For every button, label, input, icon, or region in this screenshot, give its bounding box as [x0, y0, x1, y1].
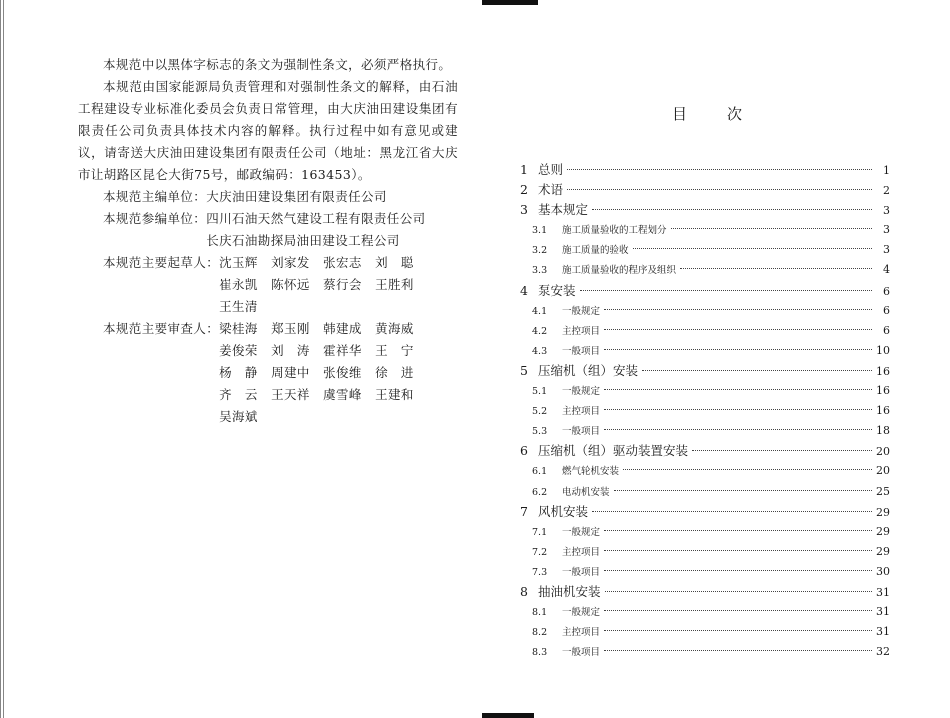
drafter-name: 王生清	[219, 299, 258, 314]
toc-leader-dots	[604, 329, 872, 330]
toc-entry-number: 8.1	[532, 607, 548, 619]
toc-entry	[520, 522, 890, 542]
reviewer-name: 韩建成	[323, 321, 362, 336]
toc-entry-page: 20	[876, 464, 890, 478]
drafter-name: 刘 聪	[375, 255, 414, 270]
toc-entry-page: 29	[876, 505, 890, 519]
top-binding-mark	[482, 0, 538, 5]
toc-entry-page: 31	[876, 625, 890, 639]
toc-entry-number: 4.3	[532, 345, 548, 357]
toc-leader-dots	[604, 530, 872, 531]
toc-entry-page: 3	[883, 243, 890, 257]
toc-entry-label: 施工质量验收的工程划分	[562, 225, 667, 237]
toc-entry-label: 术语	[538, 182, 564, 198]
toc-leader-dots	[604, 409, 872, 410]
chief-unit-value: 大庆油田建设集团有限责任公司	[206, 189, 387, 204]
toc-entry-page: 4	[883, 263, 890, 277]
toc-entry	[520, 461, 890, 481]
bottom-binding-mark	[482, 713, 534, 718]
toc-entry-number: 1	[520, 162, 528, 177]
toc-entry-number: 3.1	[532, 225, 548, 237]
toc-entry-page: 18	[876, 424, 890, 438]
toc-leader-dots	[604, 610, 872, 611]
toc-entry-page: 6	[883, 303, 890, 317]
drafter-name: 刘家发	[271, 255, 310, 270]
drafter-name: 崔永凯	[219, 277, 258, 292]
toc-leader-dots	[692, 450, 872, 451]
toc-entry-page: 16	[876, 384, 890, 398]
toc-entry-label: 抽油机安装	[538, 583, 601, 599]
toc-entry-label: 一般项目	[562, 647, 601, 659]
toc-entry-number: 6.1	[532, 466, 548, 478]
reviewer-name: 刘 涛	[271, 343, 310, 358]
toc-entry	[520, 642, 890, 662]
toc-entry-label: 施工质量验收的程序及组织	[562, 265, 677, 277]
toc-entry-number: 3.3	[532, 265, 548, 277]
participating-units-label: 本规范参编单位：	[103, 211, 207, 226]
toc-entry	[520, 200, 890, 220]
reviewer-name: 姜俊荣	[219, 343, 258, 358]
toc-leader-dots	[671, 228, 872, 229]
toc-leader-dots	[592, 209, 872, 210]
toc-entry	[520, 401, 890, 421]
toc-leader-dots	[604, 429, 872, 430]
reviewer-name: 梁桂海	[219, 321, 258, 336]
toc-entry-label: 泵安装	[538, 282, 576, 298]
toc-entry	[520, 602, 890, 622]
toc-entry-page: 2	[883, 184, 890, 198]
toc-entry-label: 压缩机（组）驱动装置安装	[538, 443, 689, 459]
toc-entry	[520, 421, 890, 441]
toc-entry	[520, 281, 890, 301]
reviewer-name: 徐 进	[375, 365, 414, 380]
toc-entry-label: 压缩机（组）安装	[538, 362, 639, 378]
toc-entry-label: 一般项目	[562, 345, 601, 357]
toc-leader-dots	[592, 511, 872, 512]
toc-entry-number: 7.3	[532, 566, 548, 578]
reviewer-name: 霍祥华	[323, 343, 362, 358]
toc-entry-number: 6	[520, 443, 528, 459]
toc-leader-dots	[580, 290, 872, 291]
toc-entry-number: 2	[520, 182, 528, 198]
toc-entry-page: 16	[876, 364, 890, 378]
drafters-names	[219, 252, 427, 318]
drafter-name: 陈怀远	[271, 277, 310, 292]
reviewer-names-line	[219, 362, 427, 384]
toc-entry-page: 31	[876, 605, 890, 619]
toc-entry-number: 4.1	[532, 305, 548, 317]
toc-leader-dots	[604, 550, 872, 551]
paragraph-management: 本规范由国家能源局负责管理和对强制性条文的解释，由石油工程建设专业标准化委员会负责日常管理，由大庆油田建设集团有限责任公司负责具体技术内容的解释。执行过程中如有意见或建议，请寄送大庆油田建设集团有限责任公司（地址：黑龙江省大庆市让胡路区昆仑大街75号，邮政编码：163453）。	[78, 79, 458, 182]
toc-entry	[520, 240, 890, 260]
drafters-row	[78, 252, 458, 318]
reviewer-name: 周建中	[271, 365, 310, 380]
reviewer-name: 齐 云	[219, 387, 258, 402]
left-page	[78, 54, 458, 428]
participating-units-list	[206, 208, 425, 252]
toc-entry-page: 29	[876, 544, 890, 558]
toc-entry-label: 风机安装	[538, 503, 589, 519]
toc-leader-dots	[604, 389, 872, 390]
toc-leader-dots	[614, 490, 872, 491]
table-of-contents	[520, 160, 890, 662]
toc-leader-dots	[680, 268, 872, 269]
drafter-names-line	[219, 274, 427, 296]
reviewer-name: 黄海威	[375, 321, 414, 336]
toc-entry	[520, 582, 890, 602]
toc-entry	[520, 260, 890, 280]
toc-entry-number: 5.1	[532, 386, 548, 398]
toc-entry-label: 一般项目	[562, 566, 601, 578]
toc-entry-page: 29	[876, 524, 890, 538]
reviewer-name: 杨 静	[219, 365, 258, 380]
participating-unit: 长庆石油勘探局油田建设工程公司	[206, 233, 400, 248]
toc-entry	[520, 502, 890, 522]
toc-leader-dots	[604, 309, 872, 310]
toc-leader-dots	[642, 370, 872, 371]
toc-entry-label: 基本规定	[538, 202, 589, 218]
toc-leader-dots	[567, 169, 872, 170]
toc-leader-dots	[604, 630, 872, 631]
toc-entry-number: 5.3	[532, 426, 548, 438]
toc-leader-dots	[604, 570, 872, 571]
toc-leader-dots	[633, 248, 872, 249]
toc-entry-number: 8.3	[532, 647, 548, 659]
toc-entry	[520, 321, 890, 341]
toc-entry-number: 3	[520, 202, 528, 218]
reviewer-names-line	[219, 384, 427, 406]
reviewer-name: 王天祥	[271, 387, 310, 402]
drafter-name: 张宏志	[323, 255, 362, 270]
toc-entry-label: 电动机安装	[562, 486, 610, 498]
toc-entry-number: 8	[520, 583, 528, 599]
toc-entry-number: 5.2	[532, 406, 548, 418]
toc-entry-label: 施工质量的验收	[562, 245, 629, 257]
toc-entry	[520, 341, 890, 361]
toc-entry-page: 25	[876, 484, 890, 498]
toc-entry	[520, 482, 890, 502]
toc-entry	[520, 622, 890, 642]
reviewers-names	[219, 318, 427, 428]
toc-entry-page: 3	[883, 223, 890, 237]
reviewers-row	[78, 318, 458, 428]
toc-entry-page: 10	[876, 343, 890, 357]
toc-entry	[520, 160, 890, 180]
toc-entry-number: 3.2	[532, 245, 548, 257]
reviewer-names-line	[219, 406, 427, 428]
reviewer-name: 王 宁	[375, 343, 414, 358]
reviewer-names-line	[219, 340, 427, 362]
toc-entry-page: 20	[876, 445, 890, 459]
reviewer-names-line	[219, 318, 427, 340]
participating-unit: 四川石油天然气建设工程有限责任公司	[206, 211, 426, 226]
toc-entry-page: 6	[883, 323, 890, 337]
toc-entry	[520, 381, 890, 401]
toc-entry-label: 一般规定	[562, 526, 601, 538]
toc-entry-label: 总则	[538, 162, 564, 177]
reviewer-name: 吴海斌	[219, 409, 258, 424]
chief-unit-row	[78, 186, 458, 208]
toc-entry	[520, 361, 890, 381]
toc-entry-label: 一般规定	[562, 386, 601, 398]
toc-entry-label: 一般项目	[562, 426, 601, 438]
participating-units-row	[78, 208, 458, 252]
toc-entry-page: 3	[883, 204, 890, 218]
toc-entry	[520, 441, 890, 461]
toc-entry-label: 主控项目	[562, 406, 601, 418]
toc-entry	[520, 301, 890, 321]
toc-leader-dots	[605, 591, 872, 592]
toc-entry	[520, 220, 890, 240]
reviewer-name: 王建和	[375, 387, 414, 402]
toc-entry-label: 主控项目	[562, 546, 601, 558]
reviewer-name: 张俊维	[323, 365, 362, 380]
drafter-names-line	[219, 252, 427, 274]
toc-entry-page: 1	[883, 164, 890, 177]
toc-leader-dots	[604, 650, 872, 651]
toc-entry	[520, 542, 890, 562]
drafter-name: 蔡行会	[323, 277, 362, 292]
toc-entry-page: 16	[876, 404, 890, 418]
toc-leader-dots	[623, 469, 872, 470]
toc-entry-label: 一般规定	[562, 305, 601, 317]
toc-leader-dots	[567, 189, 872, 190]
reviewer-name: 虞雪峰	[323, 387, 362, 402]
toc-entry-page: 32	[876, 645, 890, 659]
scan-edge-marks	[0, 0, 6, 718]
toc-entry-number: 7	[520, 503, 528, 519]
drafter-name: 王胜利	[375, 277, 414, 292]
toc-entry-page: 30	[876, 564, 890, 578]
toc-entry-label: 一般规定	[562, 607, 601, 619]
toc-entry	[520, 180, 890, 200]
toc-entry	[520, 562, 890, 582]
toc-entry-number: 4.2	[532, 325, 548, 337]
toc-entry-number: 7.1	[532, 526, 548, 538]
chief-unit-label: 本规范主编单位：	[103, 189, 207, 204]
toc-title: 目次	[672, 105, 783, 123]
drafter-names-line	[219, 296, 427, 318]
toc-leader-dots	[604, 349, 872, 350]
drafters-label: 本规范主要起草人：	[103, 255, 220, 270]
toc-entry-number: 8.2	[532, 627, 548, 639]
toc-entry-page: 31	[876, 585, 890, 599]
toc-entry-number: 4	[520, 282, 528, 298]
toc-entry-label: 燃气轮机安装	[562, 466, 620, 478]
toc-entry-number: 5	[520, 362, 528, 378]
reviewer-name: 郑玉刚	[271, 321, 310, 336]
toc-entry-page: 6	[883, 284, 890, 298]
toc-entry-label: 主控项目	[562, 325, 601, 337]
toc-entry-number: 6.2	[532, 486, 548, 498]
toc-entry-label: 主控项目	[562, 627, 601, 639]
drafter-name: 沈玉辉	[219, 255, 258, 270]
paragraph-mandatory-clauses: 本规范中以黑体字标志的条文为强制性条文，必须严格执行。	[103, 57, 452, 72]
reviewers-label: 本规范主要审查人：	[103, 321, 220, 336]
toc-entry-number: 7.2	[532, 546, 548, 558]
